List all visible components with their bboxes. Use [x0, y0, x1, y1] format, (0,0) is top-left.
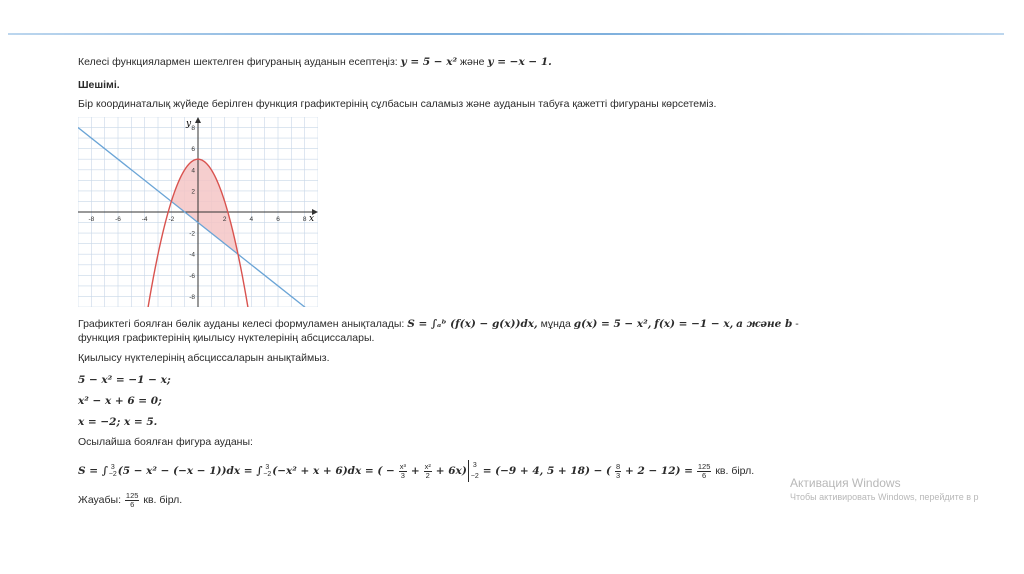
calc-result [697, 463, 712, 479]
calc-lim-top-1: 3 [110, 464, 115, 471]
eval-bar [468, 460, 469, 482]
problem-eq2: y = −x − 1. [487, 56, 552, 68]
calc-part5: = (−9 + 4, 5 + 18) − ( [482, 464, 612, 477]
calc-eval-bot: −2 [470, 473, 479, 480]
watermark-line2: Чтобы активировать Windows, перейдите в р [790, 492, 979, 502]
calc-frac-x2-num: x² [424, 462, 431, 471]
solution-label: Шешімі. [78, 79, 120, 91]
x-tick-label: 2 [222, 216, 227, 223]
formula-where: мұнда [540, 318, 571, 330]
area-formula: S = ∫ₐᵇ (f(x) − g(x))dx, [407, 318, 538, 330]
y-tick-label: 6 [191, 146, 195, 154]
calc-frac-x2 [424, 463, 432, 479]
chart-axes [78, 117, 318, 307]
formula-g: g(x) = 5 − x², [573, 318, 652, 330]
x-tick-label: 6 [276, 216, 280, 223]
calc-frac-8-3 [615, 463, 621, 479]
answer-line [78, 492, 182, 508]
answer-label: Жауабы: [78, 493, 121, 506]
calc-part1: S = ∫ [78, 464, 108, 477]
formula-intro: Графиктегі боялған бөлік ауданы келесі формуламен анықталады: [78, 318, 405, 330]
formula-ab: a және b [736, 318, 793, 330]
calc-part3: (−x² + x + 6)dx = ( − [272, 464, 395, 477]
answer-num: 125 [125, 491, 139, 500]
answer-den: 6 [130, 499, 135, 509]
problem-statement [78, 56, 552, 69]
calc-frac-x3-den: 3 [400, 470, 405, 480]
calc-plus: + [410, 464, 420, 477]
area-calculation [78, 460, 754, 482]
calc-lim-top-2: 3 [265, 464, 270, 471]
calc-frac-8-3-num: 8 [615, 462, 621, 471]
y-axis-arrow [195, 117, 201, 123]
calc-unit: кв. бірл. [715, 464, 755, 477]
calc-lim-bot-2: −2 [263, 471, 272, 478]
y-tick-label: 2 [191, 188, 195, 196]
calc-part6: + 2 − 12) = [625, 464, 693, 477]
y-tick-label: -4 [189, 251, 195, 259]
formula-tail: - [795, 318, 799, 330]
answer-fraction [125, 492, 140, 508]
calc-frac-8-3-den: 3 [615, 470, 621, 480]
y-tick-label: 4 [191, 167, 195, 175]
y-tick-label: -8 [189, 293, 195, 301]
eq-step-1: 5 − x² = −1 − x; [78, 374, 171, 386]
eq-step-2: x² − x + 6 = 0; [78, 395, 162, 407]
calc-limits-2 [263, 464, 271, 478]
x-tick-label: -8 [88, 216, 95, 223]
x-tick-label: -2 [168, 216, 175, 223]
formula-f: f(x) = −1 − x, [654, 318, 734, 330]
formula-line [78, 318, 799, 331]
watermark-line1: Активация Windows [790, 476, 901, 490]
calc-eval-top: 3 [472, 462, 477, 469]
calc-frac-x3-num: x³ [399, 462, 406, 471]
eq-step-3: x = −2; x = 5. [78, 416, 158, 428]
calc-lim-bot-1: −2 [108, 471, 117, 478]
windows-activation-watermark [790, 476, 978, 502]
calc-limits-1 [109, 464, 117, 478]
y-tick-label: -2 [189, 230, 195, 238]
x-tick-label: 4 [249, 216, 254, 223]
calc-result-num: 125 [697, 462, 711, 471]
top-divider [8, 33, 1004, 35]
calc-result-den: 6 [702, 470, 707, 480]
problem-eq1: y = 5 − x² [400, 56, 458, 68]
shaded-region [171, 159, 238, 254]
problem-text: Келесі функциялармен шектелген фигураның ауданын есептеңіз: [78, 56, 398, 68]
calc-frac-x3 [399, 463, 407, 479]
x-tick-label: -4 [141, 216, 148, 223]
calc-part2: (5 − x² − (−x − 1))dx = ∫ [117, 464, 263, 477]
intersections-title: Қиылысу нүктелерінің абсциссаларын анықтаймыз. [78, 352, 330, 364]
calc-frac-x2-den: 2 [425, 470, 430, 480]
problem-conj: және [460, 56, 485, 68]
function-graph [78, 117, 318, 307]
y-tick-label: -6 [189, 272, 195, 280]
y-tick-label: 8 [191, 125, 195, 133]
intro-text: Бір координаталық жүйеде берілген функция графиктерінің сұлбасын саламыз және ауданын табуға қажетті фигураны көрсетеміз. [78, 98, 717, 110]
x-tick-label: -6 [115, 216, 121, 223]
y-axis-label: y [186, 119, 192, 129]
area-title: Осылайша боялған фигура ауданы: [78, 436, 253, 448]
x-axis-label: x [309, 214, 315, 224]
formula-line-2: функция графиктерінің қиылысу нүктелерінің абсциссалары. [78, 332, 375, 344]
x-tick-label: 8 [302, 216, 307, 223]
calc-eval-limits [471, 462, 479, 480]
calc-part4: + 6x) [435, 464, 467, 477]
answer-unit: кв. бірл. [143, 493, 183, 506]
